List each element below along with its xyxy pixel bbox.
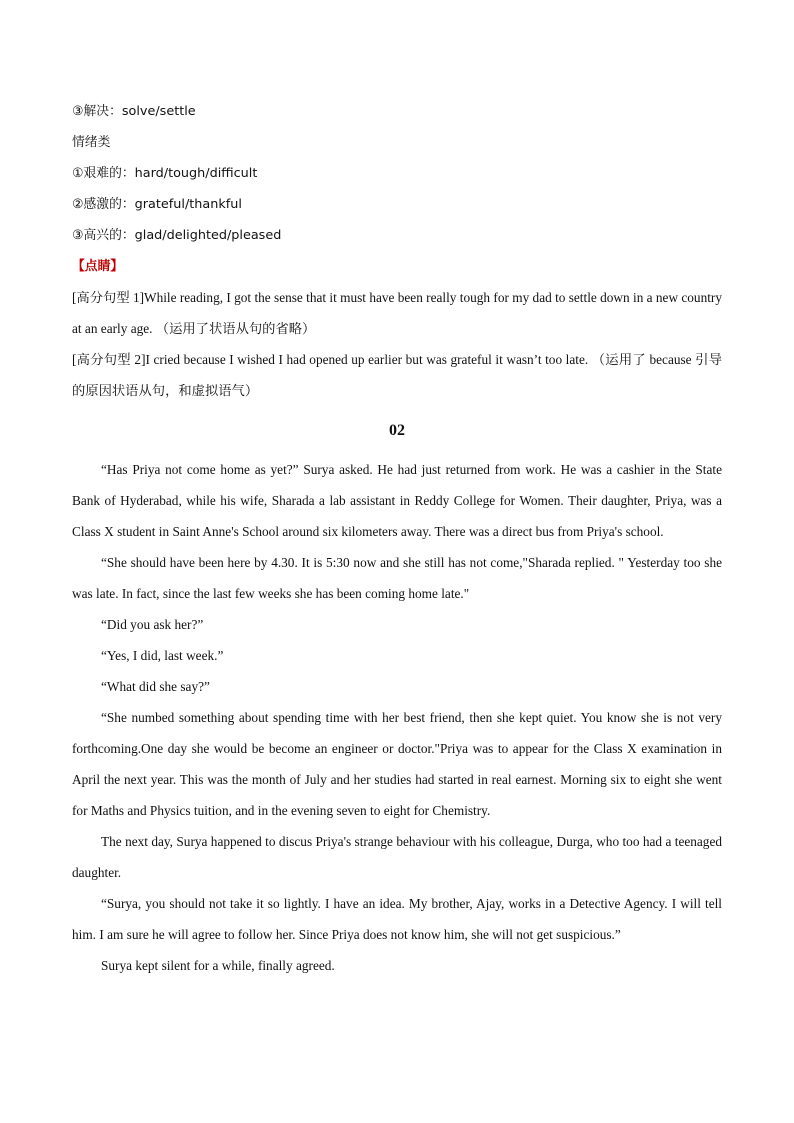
vocab-grateful: ②感激的：grateful/thankful <box>72 197 242 212</box>
story-paragraph-7: The next day, Surya happened to discus Priya's strange behaviour with his colleague, Durga, who too had a teenaged daughter. <box>72 834 722 880</box>
vocab-glad: ③高兴的：glad/delighted/pleased <box>72 228 282 243</box>
vocab-solve: ③解决：solve/settle <box>72 104 196 119</box>
tip-sentence-2: [高分句型 2]I cried because I wished I had opened up earlier but was grateful it wasn’t too late. （运用了 because 引导的原因状语从句，和虚拟语气） <box>72 352 722 398</box>
story-paragraph-3: “Did you ask her?” <box>101 617 204 632</box>
vocab-hard: ①艰难的：hard/tough/difficult <box>72 166 258 181</box>
story-paragraph-1: “Has Priya not come home as yet?” Surya asked. He had just returned from work. He was a cashier in the State Bank of Hyderabad, while his wife, Sharada a lab assistant in Reddy College for Women. Their daughter, Priya, was a Class X student in Saint Anne's School around six kilometers away. There was a direct bus from Priya's school. <box>72 462 722 539</box>
page-content <box>72 96 722 981</box>
story-paragraph-5: “What did she say?” <box>101 679 210 694</box>
story-paragraph-4: “Yes, I did, last week.” <box>101 648 224 663</box>
story-paragraph-6: “She numbed something about spending time with her best friend, then she kept quiet. You know she is not very forthcoming.One day she would be become an engineer or doctor."Priya was to appear for the Class X examination in April the next year. This was the month of July and her studies had started in real earnest. Morning six to eight she went for Maths and Physics tuition, and in the evening seven to eight for Chemistry. <box>72 710 722 818</box>
story-paragraph-2: “She should have been here by 4.30. It is 5:30 now and she still has not come,"Sharada replied. " Yesterday too she was late. In fact, since the last few weeks she has been coming home late." <box>72 555 722 601</box>
story-paragraph-9: Surya kept silent for a while, finally agreed. <box>101 958 335 973</box>
emotion-heading: 情绪类 <box>72 135 111 150</box>
section-number: 02 <box>389 422 405 439</box>
tip-label: 【点睛】 <box>72 259 124 274</box>
tip-sentence-1: [高分句型 1]While reading, I got the sense that it must have been really tough for my dad to settle down in a new country at an early age. （运用了状语从句的省略） <box>72 290 722 336</box>
story-paragraph-8: “Surya, you should not take it so lightly. I have an idea. My brother, Ajay, works in a Detective Agency. I will tell him. I am sure he will agree to follow her. Since Priya does not know him, she will not get suspicious.” <box>72 896 722 942</box>
